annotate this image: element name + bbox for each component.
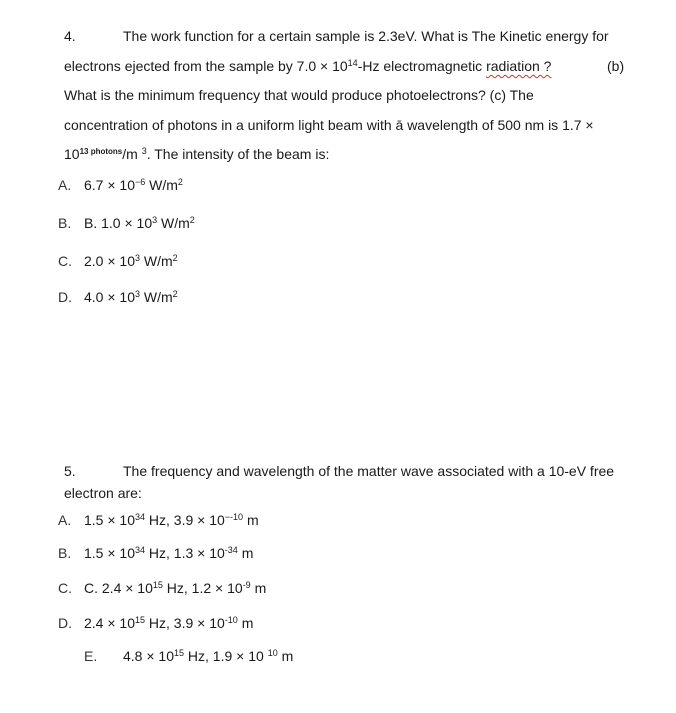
q5-option-e-letter: E. bbox=[84, 648, 98, 664]
q4-option-a-letter: A. bbox=[58, 177, 72, 193]
q4-option-c: $2.0 \times 10^3$ $W/m^2$ bbox=[84, 253, 178, 269]
q5-option-b-letter: B. bbox=[58, 545, 72, 561]
q5-option-a: $1.5 \times 10^{34}$ Hz, $3.9 \times 10^{--10}$ m bbox=[84, 512, 259, 528]
question-4-text-line-1: The work function for a certain sample is 2.3eV. What is The Kinetic energy for bbox=[123, 28, 609, 44]
q4-option-a: $6.7 \times 10^{-6}$ $W/m^2$ bbox=[84, 177, 183, 193]
q5-option-b: $1.5 \times 10^{34}$ Hz, $1.3 \times 10^{-34}$ m bbox=[84, 545, 254, 561]
question-4-text-line-5: $10^{13 photons}/m$ $^3$. The intensity of the beam is: bbox=[64, 146, 330, 162]
question-5-number: 5. bbox=[64, 463, 76, 479]
q5-option-c: C. $2.4 \times 10^{15}$ Hz, $1.2 \times 10^{-9}$ m bbox=[84, 580, 267, 596]
q5-option-d: $2.4 \times 10^{15}$ Hz, $3.9 \times 10^{-10}$ m bbox=[84, 615, 254, 631]
q5-option-e: $4.8 \times 10^{15}$ Hz, 1.9 × 10 $^{10}$ m bbox=[123, 648, 294, 664]
question-4-number: 4. bbox=[64, 28, 76, 44]
q4-option-d-letter: D. bbox=[58, 289, 72, 305]
q5-option-c-letter: C. bbox=[58, 580, 72, 596]
q5-option-a-letter: A. bbox=[58, 512, 72, 528]
q4-option-c-letter: C. bbox=[58, 253, 72, 269]
q4-option-b-letter: B. bbox=[58, 215, 72, 231]
q5-option-d-letter: D. bbox=[58, 615, 72, 631]
question-4-text-line-4: concentration of photons in a uniform light beam with ā wavelength of 500 nm is 1.7 × bbox=[64, 117, 594, 133]
question-5-text-line-2: electron are: bbox=[64, 485, 142, 501]
q4-option-d: $4.0 \times 10^3$ $W/m^2$ bbox=[84, 289, 178, 305]
spellcheck-underline: radiation ? bbox=[486, 58, 552, 74]
question-4-part-b-label: (b) bbox=[607, 58, 625, 74]
question-5-text-line-1: The frequency and wavelength of the matter wave associated with a 10-eV free bbox=[123, 463, 615, 479]
question-4-text-line-2: electrons ejected from the sample by $7.0 \times 10^{14}-Hz$ electromagnetic radiation ? bbox=[64, 58, 552, 74]
q4-option-b: B. $1.0 \times 10^3$ $W/m^2$ bbox=[84, 215, 195, 231]
question-4-text-line-3: What is the minimum frequency that would produce photoelectrons? (c) The bbox=[64, 87, 534, 103]
